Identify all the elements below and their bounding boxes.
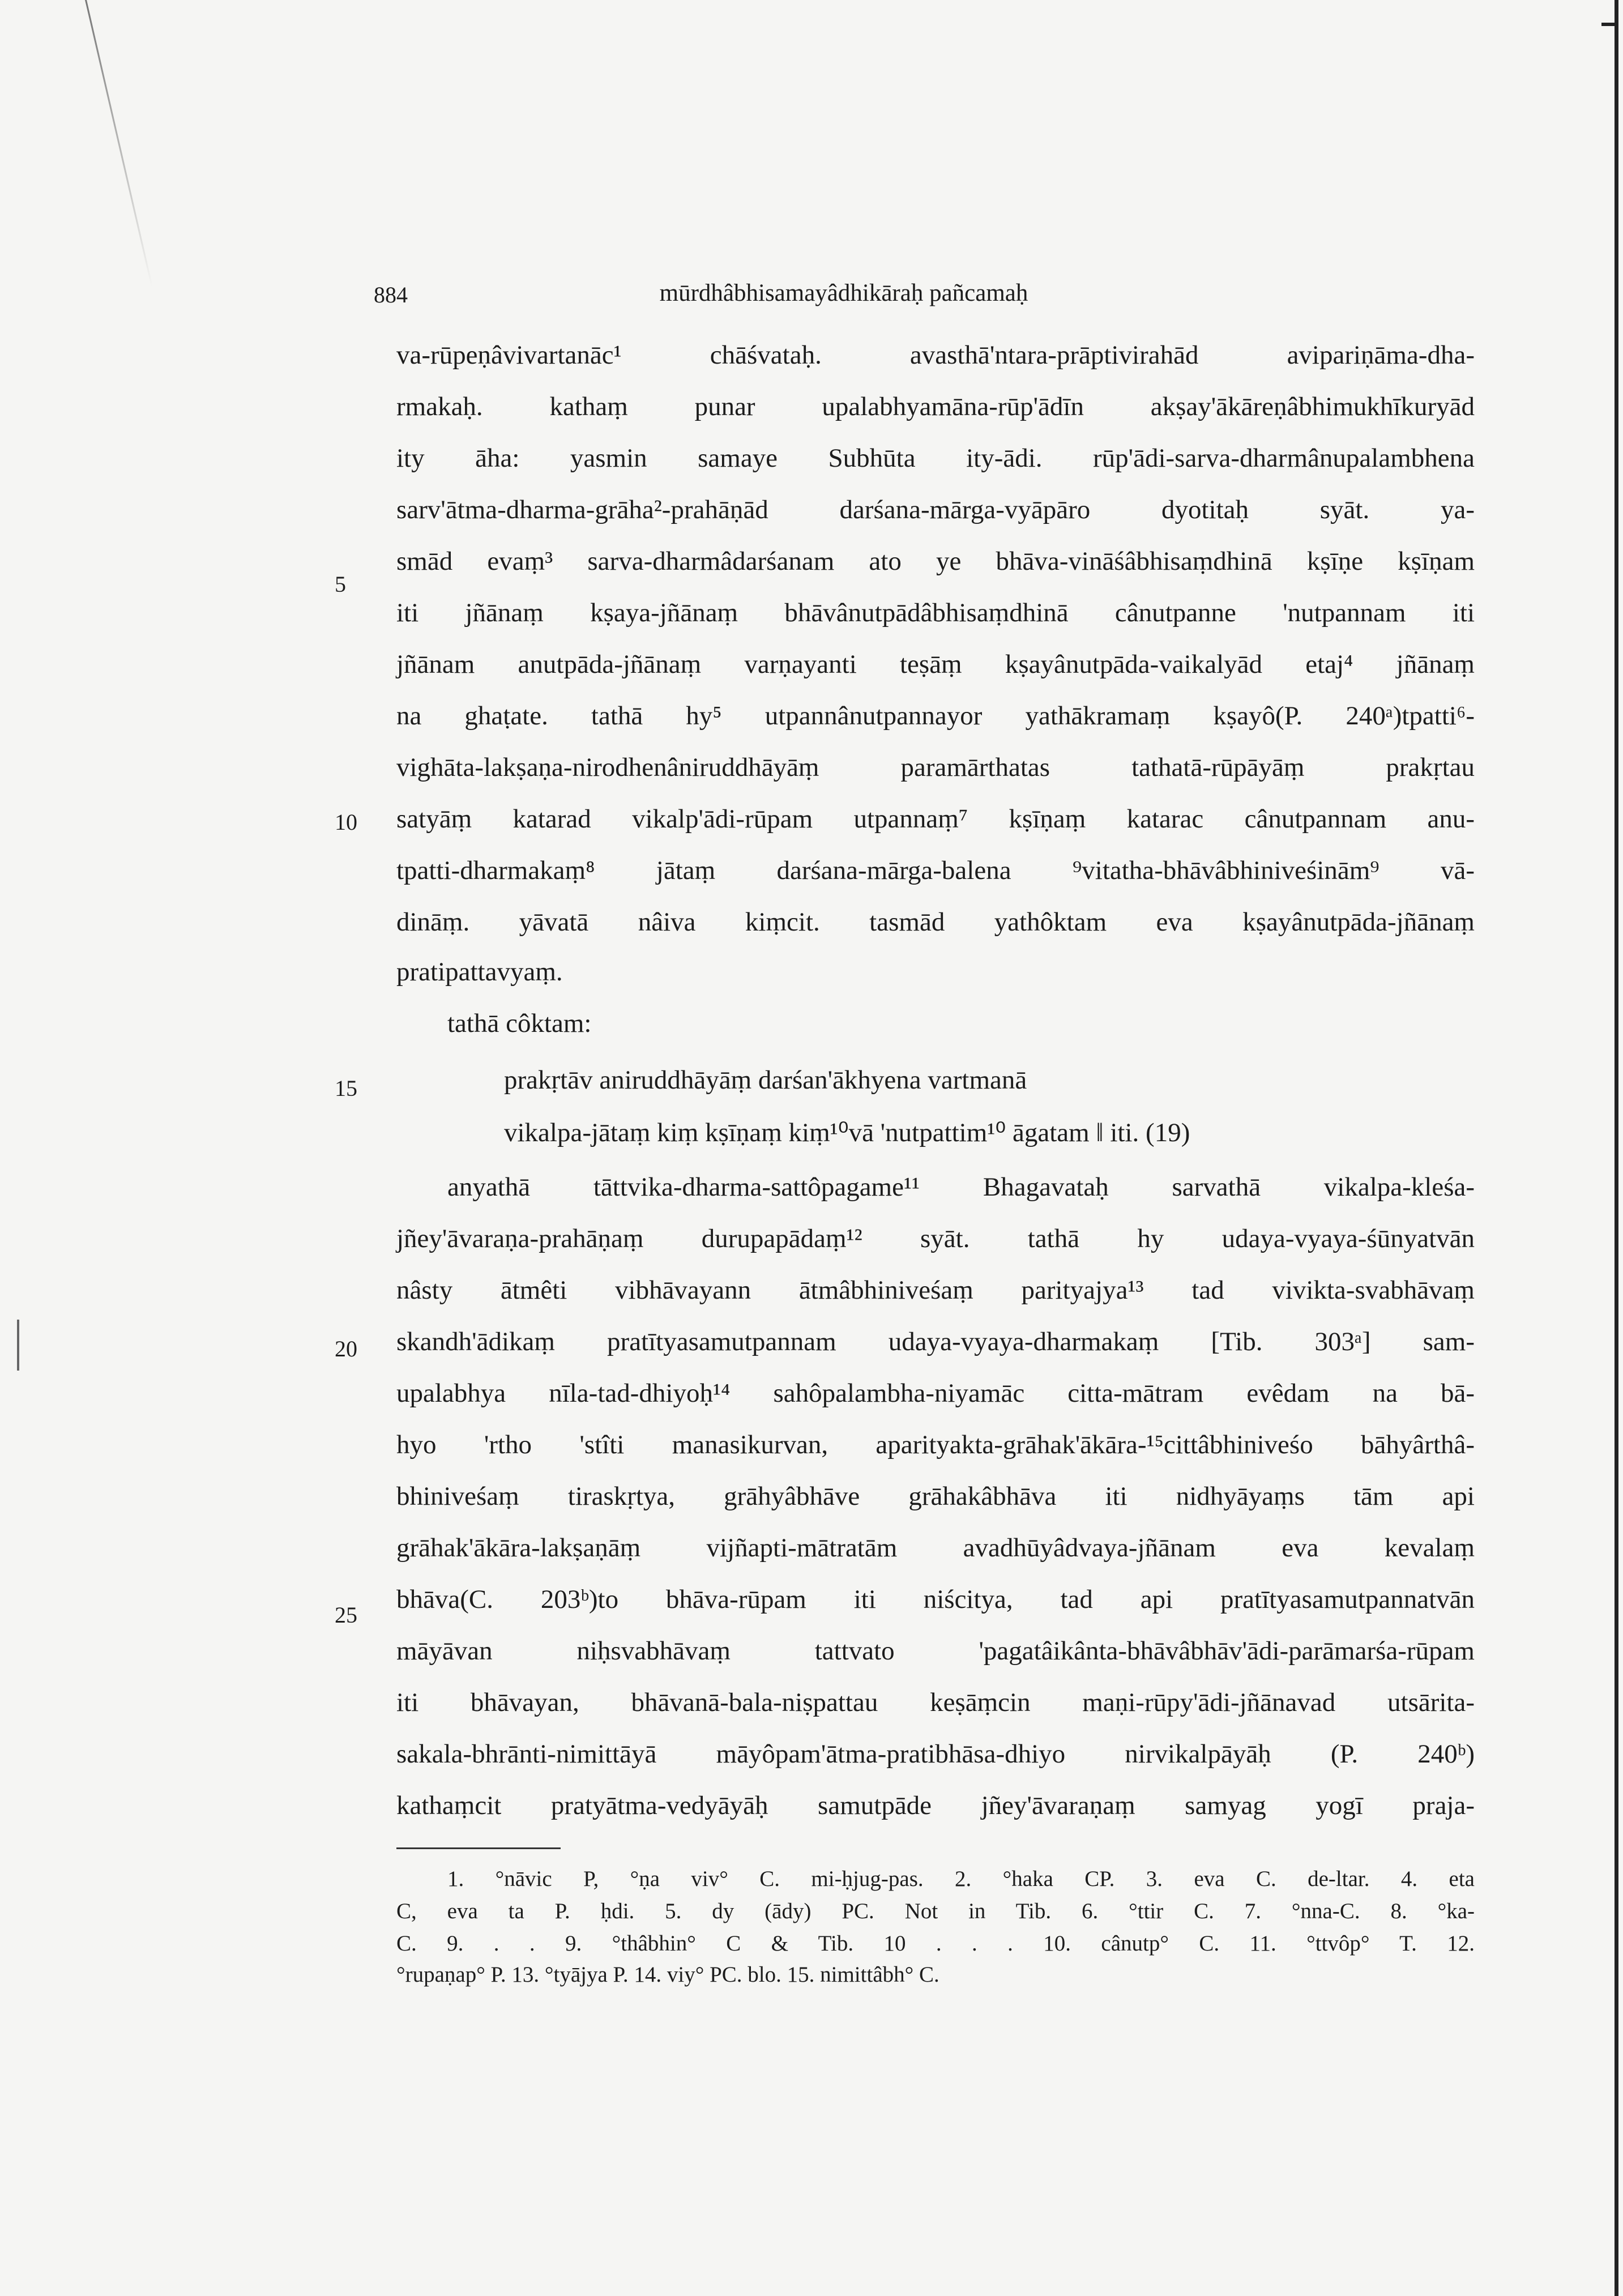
body-line: jñānam anutpāda-jñānaṃ varṇayanti teṣāṃ kṣayânutpāda-vaikalyād etaj⁴ jñānaṃ	[396, 650, 1475, 679]
body-line: jñey'āvaraṇa-prahāṇaṃ durupapādaṃ¹² syāt. tathā hy udaya-vyaya-śūnyatvān	[396, 1224, 1475, 1253]
body-line: anyathā tāttvika-dharma-sattôpagame¹¹ Bhagavataḥ sarvathā vikalpa-kleśa-	[447, 1172, 1475, 1202]
scan-mark	[17, 1320, 19, 1371]
body-line: ity āha: yasmin samaye Subhūta ity-ādi. rūp'ādi-sarva-dharmânupalambhena	[396, 443, 1475, 473]
body-line: pratipattavyaṃ.	[396, 957, 563, 987]
footnote-rule	[396, 1847, 561, 1849]
body-line: sakala-bhrānti-nimittāyā māyôpam'ātma-pratibhāsa-dhiyo nirvikalpāyāḥ (P. 240ᵇ)	[396, 1739, 1475, 1769]
footnote-line: 1. °nāvic P, °ṇa viv° C. mi-ḥjug-pas. 2. °haka CP. 3. eva C. de-ltar. 4. eta	[447, 1867, 1475, 1891]
body-line: tpatti-dharmakaṃ⁸ jātaṃ darśana-mārga-balena ⁹vitatha-bhāvâbhiniveśinām⁹ vā-	[396, 856, 1475, 885]
body-line: smād evaṃ³ sarva-dharmâdarśanam ato ye bhāva-vināśâbhisaṃdhinā kṣīṇe kṣīṇam	[396, 547, 1475, 576]
body-line: bhiniveśaṃ tiraskṛtya, grāhyâbhāve grāhakâbhāva iti nidhyāyaṃs tām api	[396, 1482, 1475, 1511]
body-line: satyāṃ katarad vikalp'ādi-rūpam utpannaṃ⁷ kṣīṇaṃ katarac cânutpannam anu-	[396, 804, 1475, 834]
body-line: iti bhāvayan, bhāvanā-bala-niṣpattau keṣāṃcin maṇi-rūpy'ādi-jñānavad utsārita-	[396, 1688, 1475, 1717]
line-number: 5	[335, 571, 346, 597]
body-line: bhāva(C. 203ᵇ)to bhāva-rūpam iti niścitya, tad api pratītyasamutpannatvān	[396, 1585, 1475, 1614]
body-line: skandh'ādikaṃ pratītyasamutpannam udaya-vyaya-dharmakaṃ [Tib. 303ᵃ] sam-	[396, 1327, 1475, 1356]
body-line: sarv'ātma-dharma-grāha²-prahāṇād darśana-mārga-vyāpāro dyotitaḥ syāt. ya-	[396, 495, 1475, 524]
verse-intro: tathā côktam:	[447, 1009, 592, 1038]
body-line: hyo 'rtho 'stîti manasikurvan, aparityakta-grāhak'ākāra-¹⁵cittâbhiniveśo bāhyârthâ-	[396, 1430, 1475, 1459]
running-title: mūrdhâbhisamayâdhikāraḥ pañcamaḥ	[659, 280, 1028, 306]
body-line: vighāta-lakṣaṇa-nirodhenâniruddhāyāṃ paramārthatas tathatā-rūpāyāṃ prakṛtau	[396, 753, 1475, 782]
body-line: dināṃ. yāvatā nâiva kiṃcit. tasmād yathôktam eva kṣayânutpāda-jñānaṃ	[396, 907, 1475, 937]
verse-line: vikalpa-jātaṃ kiṃ kṣīṇaṃ kiṃ¹⁰vā 'nutpattim¹⁰ āgatam ‖ iti. (19)	[504, 1118, 1190, 1147]
verse-line: prakṛtāv aniruddhāyāṃ darśan'ākhyena vartmanā	[504, 1065, 1027, 1095]
line-number: 10	[335, 809, 357, 835]
footnote-line: C, eva ta P. ḥdi. 5. dy (ādy) PC. Not in Tib. 6. °ttir C. 7. °nna-C. 8. °ka-	[396, 1899, 1475, 1923]
body-line: māyāvan niḥsvabhāvaṃ tattvato 'pagatâikânta-bhāvâbhāv'ādi-parāmarśa-rūpam	[396, 1636, 1475, 1666]
body-line: va-rūpeṇâvivartanāc¹ chāśvataḥ. avasthā'ntara-prāptivirahād avipariṇāma-dha-	[396, 340, 1475, 370]
footnote-line: C. 9. . . 9. °thâbhin° C & Tib. 10 . . . 10. cânutp° C. 11. °ttvôp° T. 12.	[396, 1931, 1475, 1956]
body-line: iti jñānaṃ kṣaya-jñānaṃ bhāvânutpādâbhisaṃdhinā cânutpanne 'nutpannam iti	[396, 598, 1475, 628]
body-line: kathaṃcit pratyātma-vedyāyāḥ samutpāde jñey'āvaraṇaṃ samyag yogī praja-	[396, 1791, 1475, 1820]
body-line: rmakaḥ. kathaṃ punar upalabhyamāna-rūp'ādīn akṣay'ākāreṇâbhimukhīkuryād	[396, 392, 1475, 421]
body-line: nâsty ātmêti vibhāvayann ātmâbhiniveśaṃ parityajya¹³ tad vivikta-svabhāvaṃ	[396, 1275, 1475, 1305]
footnote-line: °rupaṇap° P. 13. °tyājya P. 14. viy° PC. blo. 15. nimittâbh° C.	[396, 1962, 939, 1987]
line-number: 15	[335, 1076, 357, 1101]
line-number: 25	[335, 1602, 357, 1628]
scan-border-left	[85, 0, 153, 287]
page-number: 884	[374, 282, 408, 308]
scan-border-right	[1615, 0, 1618, 2296]
scan-border-right-tick	[1601, 23, 1618, 26]
body-line: na ghaṭate. tathā hy⁵ utpannânutpannayor yathākramaṃ kṣayô(P. 240ᵃ)tpatti⁶-	[396, 701, 1475, 731]
body-line: upalabhya nīla-tad-dhiyoḥ¹⁴ sahôpalambha-niyamāc citta-mātram evêdam na bā-	[396, 1379, 1475, 1408]
line-number: 20	[335, 1336, 357, 1362]
body-line: grāhak'ākāra-lakṣaṇāṃ vijñapti-mātratām avadhūyâdvaya-jñānam eva kevalaṃ	[396, 1533, 1475, 1563]
